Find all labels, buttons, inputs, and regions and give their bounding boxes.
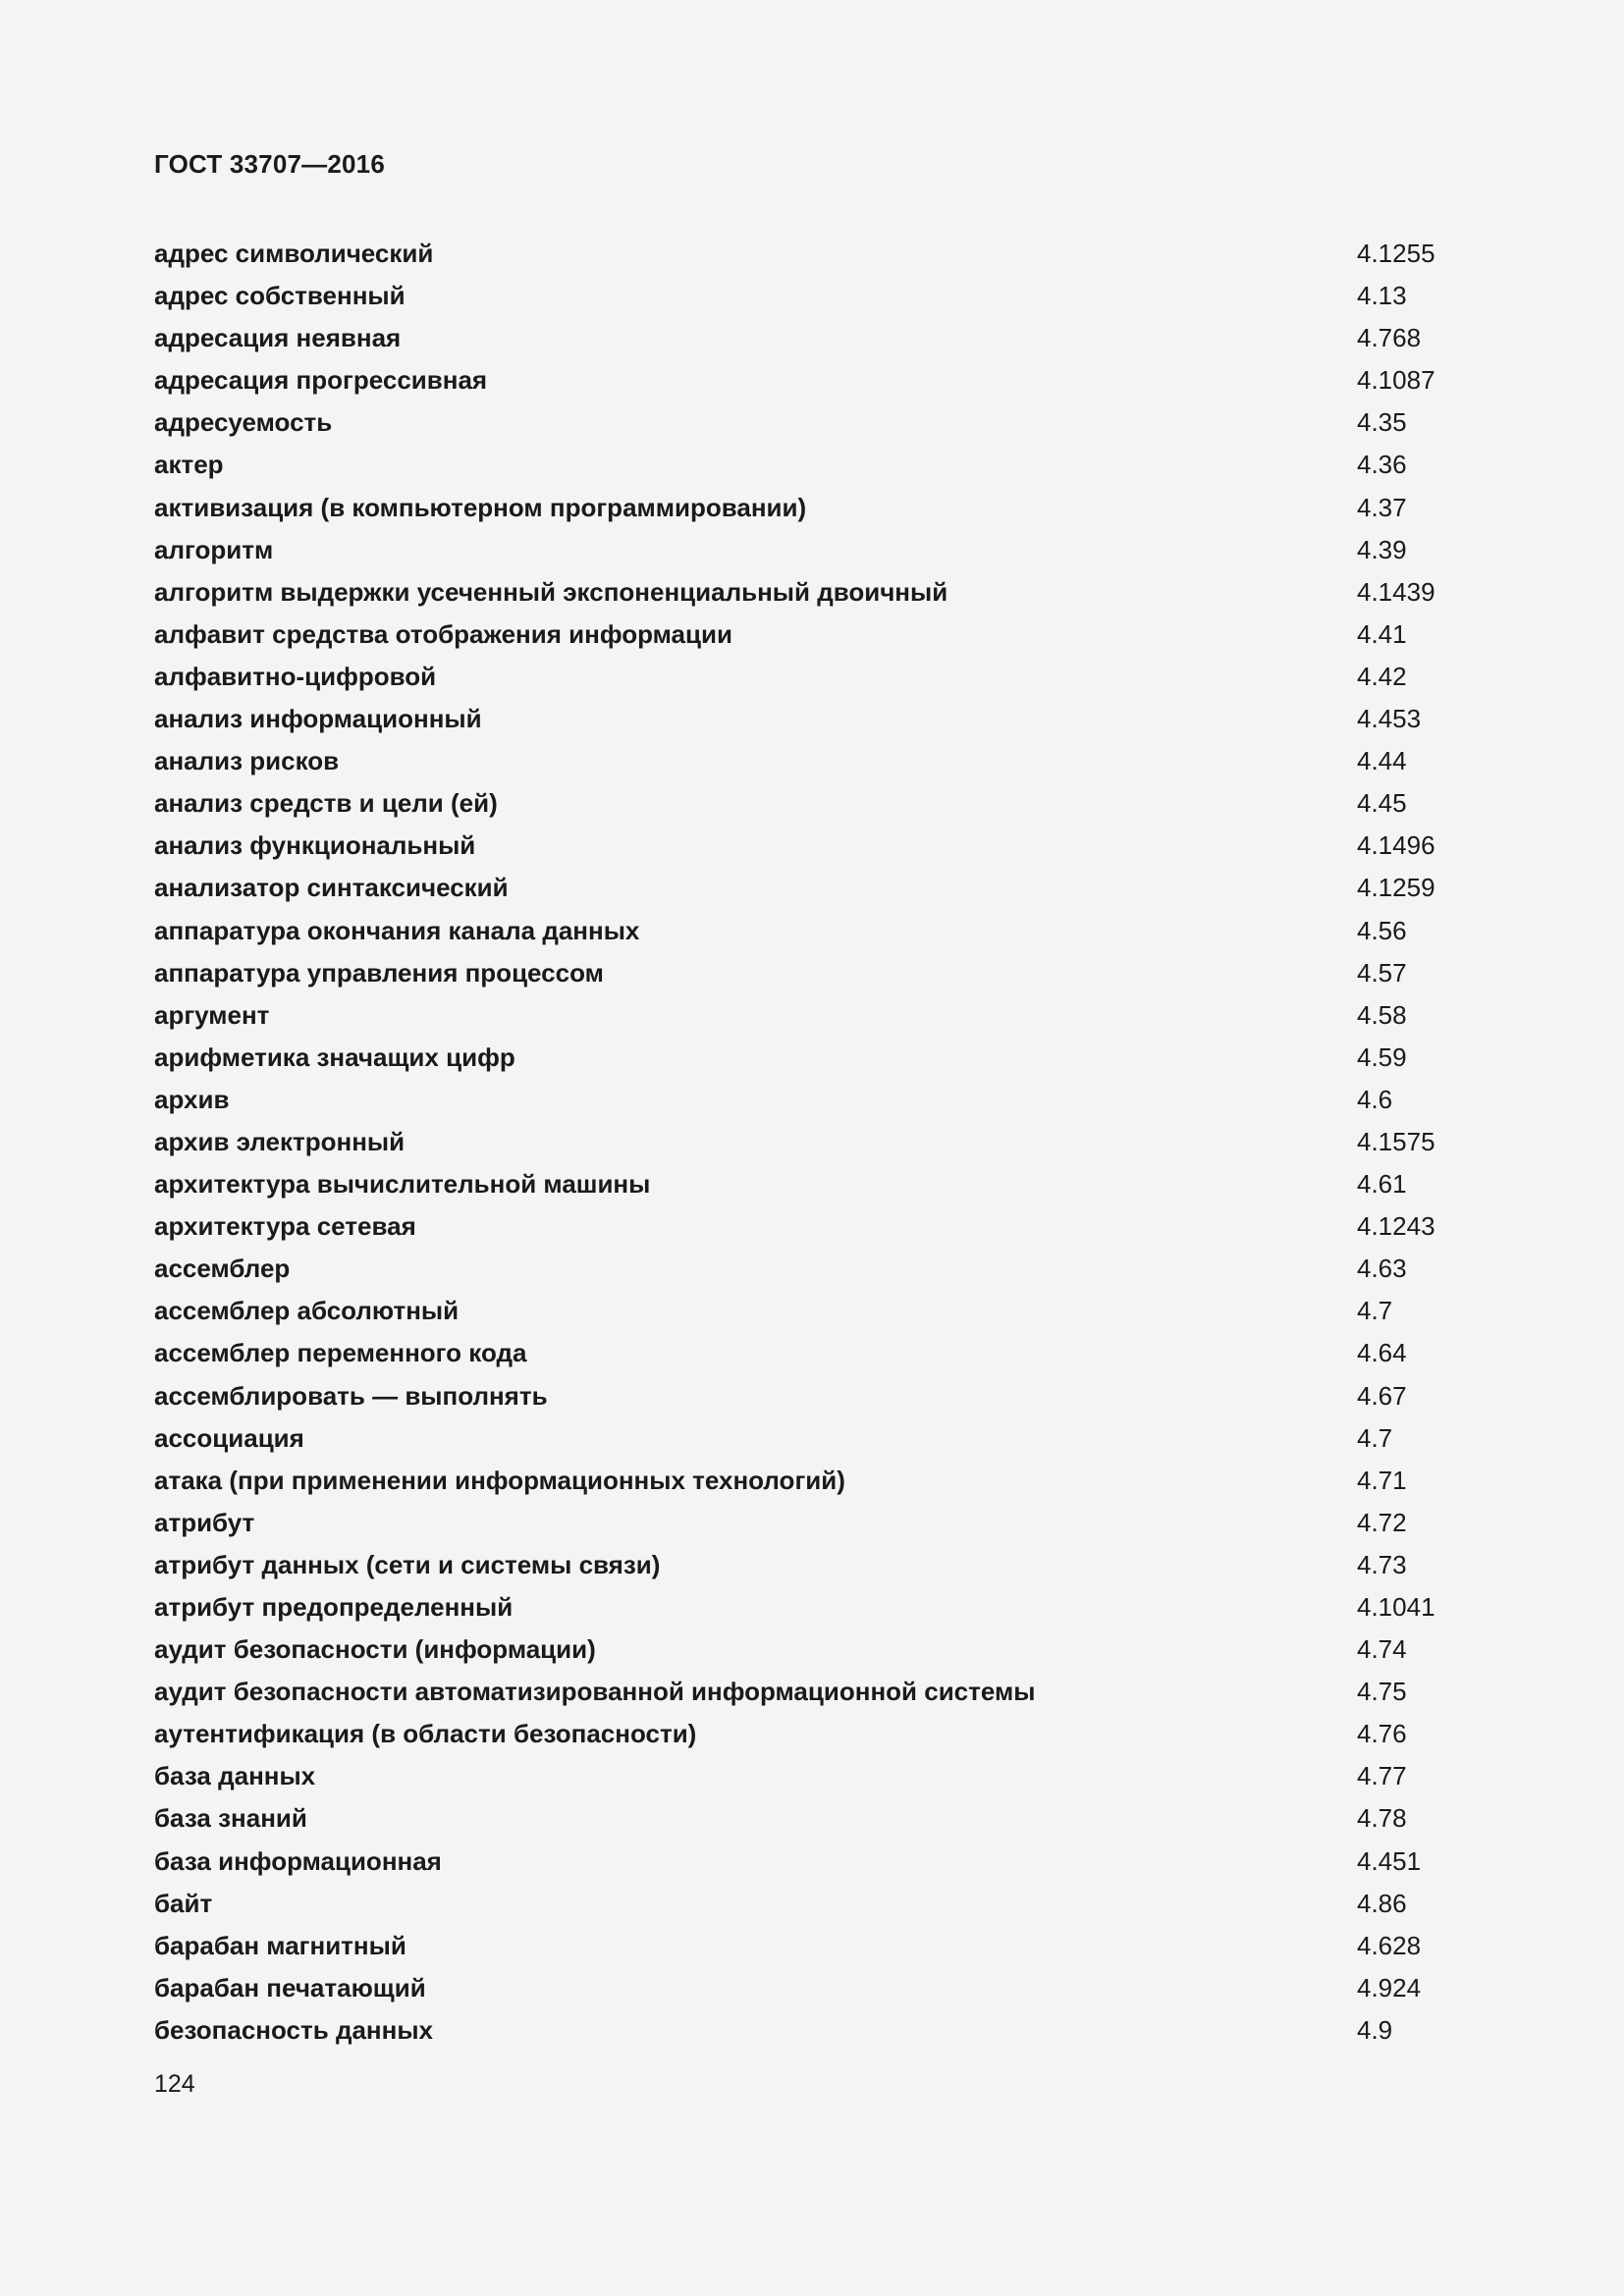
index-term: адрес символический	[154, 239, 434, 268]
index-entry	[154, 1290, 1470, 1332]
index-reference: 4.41	[1357, 618, 1407, 649]
index-entry	[154, 1883, 1470, 1925]
index-term: алфавит средства отображения информации	[154, 618, 732, 649]
index-term: адресация прогрессивная	[154, 365, 488, 396]
index-term: адресуемость	[154, 407, 333, 438]
index-entry	[154, 1925, 1470, 1967]
index-reference: 4.44	[1357, 746, 1407, 776]
index-reference: 4.35	[1357, 407, 1407, 438]
document-header: ГОСТ 33707—2016	[154, 149, 385, 179]
index-term: архив электронный	[154, 1126, 406, 1156]
index-reference: 4.451	[1357, 1845, 1422, 1876]
index-reference: 4.86	[1357, 1888, 1407, 1918]
index-entry	[154, 1797, 1470, 1840]
index-term: ассемблер переменного кода	[154, 1338, 527, 1368]
index-term: адрес собственный	[154, 281, 406, 311]
index-entry	[154, 1713, 1470, 1755]
index-entry	[154, 1841, 1470, 1883]
index-entry	[154, 952, 1470, 994]
page-number: 124	[154, 2070, 195, 2098]
index-reference: 4.13	[1357, 281, 1407, 311]
index-reference: 4.36	[1357, 450, 1407, 480]
index-term: аудит безопасности автоматизированной информационной системы	[154, 1677, 1036, 1707]
index-entry	[154, 1967, 1470, 2009]
index-entry	[154, 782, 1470, 825]
index-entry	[154, 1079, 1470, 1121]
index-term: ассемблер	[154, 1254, 291, 1284]
index-reference: 4.1243	[1357, 1211, 1435, 1242]
index-reference: 4.1041	[1357, 1592, 1435, 1622]
index-reference: 4.924	[1357, 1972, 1422, 2002]
index-reference: 4.1439	[1357, 576, 1435, 607]
index-entry	[154, 1460, 1470, 1502]
term-index-list	[154, 233, 1470, 2052]
index-entry	[154, 698, 1470, 740]
index-term: байт	[154, 1888, 213, 1918]
index-entry	[154, 994, 1470, 1037]
index-reference: 4.1496	[1357, 830, 1435, 861]
index-entry	[154, 825, 1470, 867]
index-entry	[154, 614, 1470, 656]
index-term: архитектура сетевая	[154, 1211, 416, 1242]
index-term: атрибут данных (сети и системы связи)	[154, 1549, 661, 1579]
index-reference: 4.63	[1357, 1254, 1407, 1284]
index-reference: 4.74	[1357, 1634, 1407, 1665]
index-entry	[154, 1544, 1470, 1586]
index-reference: 4.59	[1357, 1041, 1407, 1072]
index-entry	[154, 1671, 1470, 1713]
index-reference: 4.628	[1357, 1930, 1422, 1960]
index-term: база информационная	[154, 1845, 442, 1876]
index-entry	[154, 740, 1470, 782]
index-entry	[154, 1586, 1470, 1629]
index-reference: 4.1575	[1357, 1126, 1435, 1156]
index-term: алфавитно-цифровой	[154, 661, 437, 691]
index-term: аппаратура окончания канала данных	[154, 915, 640, 945]
index-term: арифметика значащих цифр	[154, 1041, 515, 1072]
index-reference: 4.78	[1357, 1803, 1407, 1834]
index-reference: 4.45	[1357, 788, 1407, 819]
index-term: база данных	[154, 1761, 316, 1791]
index-entry	[154, 359, 1470, 401]
index-term: архитектура вычислительной машины	[154, 1169, 651, 1200]
index-term: атака (при применении информационных технологий)	[154, 1465, 845, 1495]
index-reference: 4.768	[1357, 323, 1422, 353]
index-term: анализ функциональный	[154, 830, 476, 861]
index-entry	[154, 529, 1470, 571]
index-reference: 4.9	[1357, 2014, 1393, 2045]
index-reference: 4.6	[1357, 1084, 1393, 1114]
index-entry	[154, 1121, 1470, 1163]
index-entry	[154, 1037, 1470, 1079]
index-entry	[154, 656, 1470, 698]
index-term: адресация неявная	[154, 323, 402, 353]
index-entry	[154, 1205, 1470, 1248]
index-entry	[154, 571, 1470, 614]
index-entry	[154, 1755, 1470, 1797]
index-reference: 4.42	[1357, 661, 1407, 691]
index-reference: 4.58	[1357, 999, 1407, 1030]
index-entry	[154, 910, 1470, 952]
index-reference: 4.7	[1357, 1296, 1393, 1326]
index-term: безопасность данных	[154, 2014, 433, 2045]
index-reference: 4.56	[1357, 915, 1407, 945]
index-entry	[154, 1332, 1470, 1374]
index-entry	[154, 1248, 1470, 1290]
index-entry	[154, 1502, 1470, 1544]
index-term: активизация (в компьютерном программировании)	[154, 492, 807, 522]
index-entry	[154, 233, 1470, 275]
index-term: ассемблер абсолютный	[154, 1296, 460, 1326]
index-reference: 4.77	[1357, 1761, 1407, 1791]
index-term: аргумент	[154, 999, 270, 1030]
index-reference: 4.73	[1357, 1549, 1407, 1579]
index-term: ассемблировать — выполнять	[154, 1380, 548, 1411]
index-entry	[154, 317, 1470, 359]
index-term: аппаратура управления процессом	[154, 957, 604, 988]
index-reference: 4.1255	[1357, 239, 1435, 268]
index-entry	[154, 1163, 1470, 1205]
index-entry	[154, 275, 1470, 317]
index-reference: 4.1087	[1357, 365, 1435, 396]
index-term: анализ информационный	[154, 704, 482, 734]
index-reference: 4.37	[1357, 492, 1407, 522]
index-entry	[154, 1375, 1470, 1417]
index-reference: 4.75	[1357, 1677, 1407, 1707]
index-term: анализ средств и цели (ей)	[154, 788, 498, 819]
index-entry	[154, 1629, 1470, 1671]
index-entry	[154, 867, 1470, 909]
index-term: архив	[154, 1084, 230, 1114]
index-reference: 4.71	[1357, 1465, 1407, 1495]
index-reference: 4.7	[1357, 1422, 1393, 1453]
index-reference: 4.64	[1357, 1338, 1407, 1368]
index-entry	[154, 2009, 1470, 2052]
index-term: анализ рисков	[154, 746, 340, 776]
index-term: аутентификация (в области безопасности)	[154, 1719, 697, 1749]
index-reference: 4.61	[1357, 1169, 1407, 1200]
index-term: атрибут	[154, 1507, 255, 1537]
index-term: ассоциация	[154, 1422, 304, 1453]
index-reference: 4.57	[1357, 957, 1407, 988]
index-term: алгоритм	[154, 534, 274, 564]
index-term: аудит безопасности (информации)	[154, 1634, 596, 1665]
index-reference: 4.39	[1357, 534, 1407, 564]
index-reference: 4.76	[1357, 1719, 1407, 1749]
index-entry	[154, 401, 1470, 444]
index-term: актер	[154, 450, 224, 480]
index-entry	[154, 1417, 1470, 1460]
index-term: барабан печатающий	[154, 1972, 426, 2002]
index-reference: 4.453	[1357, 704, 1422, 734]
index-term: барабан магнитный	[154, 1930, 406, 1960]
index-reference: 4.1259	[1357, 873, 1435, 903]
index-entry	[154, 487, 1470, 529]
index-entry	[154, 444, 1470, 486]
index-term: база знаний	[154, 1803, 307, 1834]
index-term: алгоритм выдержки усеченный экспоненциальный двоичный	[154, 576, 948, 607]
index-reference: 4.67	[1357, 1380, 1407, 1411]
index-term: атрибут предопределенный	[154, 1592, 514, 1622]
index-term: анализатор синтаксический	[154, 873, 509, 903]
index-reference: 4.72	[1357, 1507, 1407, 1537]
